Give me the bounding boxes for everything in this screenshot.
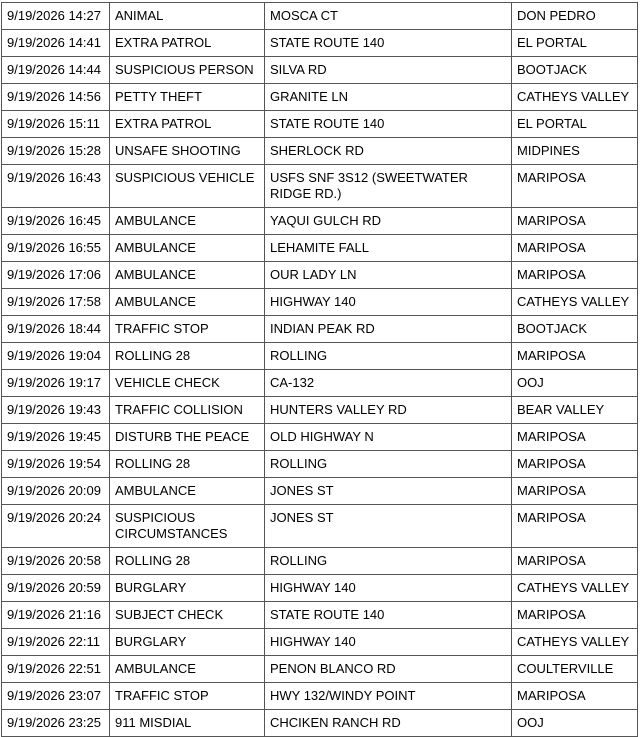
datetime-cell: 9/19/2026 15:11 [2, 111, 110, 138]
table-row [2, 235, 638, 262]
incident-type-cell: SUBJECT CHECK [110, 602, 265, 629]
incident-type-cell: ANIMAL [110, 3, 265, 30]
datetime-cell: 9/19/2026 22:51 [2, 656, 110, 683]
location-cell: GRANITE LN [265, 84, 512, 111]
table-row [2, 478, 638, 505]
incident-type-cell: AMBULANCE [110, 208, 265, 235]
table-row [2, 30, 638, 57]
table-row [2, 370, 638, 397]
incident-type-cell: ROLLING 28 [110, 548, 265, 575]
datetime-cell: 9/19/2026 16:43 [2, 165, 110, 208]
location-cell: USFS SNF 3S12 (SWEETWATER RIDGE RD.) [265, 165, 512, 208]
city-cell: MARIPOSA [512, 235, 638, 262]
city-cell: MARIPOSA [512, 451, 638, 478]
location-cell: JONES ST [265, 505, 512, 548]
incident-type-cell: AMBULANCE [110, 289, 265, 316]
location-cell: ROLLING [265, 548, 512, 575]
incident-type-cell: 911 MISDIAL [110, 710, 265, 737]
location-cell: ROLLING [265, 451, 512, 478]
datetime-cell: 9/19/2026 20:58 [2, 548, 110, 575]
location-cell: OUR LADY LN [265, 262, 512, 289]
location-cell: LEHAMITE FALL [265, 235, 512, 262]
location-cell: SILVA RD [265, 57, 512, 84]
datetime-cell: 9/19/2026 20:59 [2, 575, 110, 602]
table-row [2, 262, 638, 289]
table-row [2, 316, 638, 343]
incident-type-cell: AMBULANCE [110, 656, 265, 683]
city-cell: MARIPOSA [512, 478, 638, 505]
table-row [2, 424, 638, 451]
incident-type-cell: AMBULANCE [110, 235, 265, 262]
incident-type-cell: SUSPICIOUS VEHICLE [110, 165, 265, 208]
datetime-cell: 9/19/2026 19:54 [2, 451, 110, 478]
city-cell: CATHEYS VALLEY [512, 629, 638, 656]
incident-log-table [1, 2, 638, 737]
table-row [2, 3, 638, 30]
incident-type-cell: ROLLING 28 [110, 451, 265, 478]
datetime-cell: 9/19/2026 17:58 [2, 289, 110, 316]
location-cell: YAQUI GULCH RD [265, 208, 512, 235]
city-cell: COULTERVILLE [512, 656, 638, 683]
location-cell: INDIAN PEAK RD [265, 316, 512, 343]
incident-type-cell: TRAFFIC STOP [110, 683, 265, 710]
datetime-cell: 9/19/2026 19:45 [2, 424, 110, 451]
incident-type-cell: BURGLARY [110, 575, 265, 602]
incident-type-cell: VEHICLE CHECK [110, 370, 265, 397]
city-cell: BOOTJACK [512, 57, 638, 84]
incident-type-cell: AMBULANCE [110, 478, 265, 505]
incident-type-cell: EXTRA PATROL [110, 30, 265, 57]
location-cell: CHCIKEN RANCH RD [265, 710, 512, 737]
incident-type-cell: TRAFFIC STOP [110, 316, 265, 343]
table-row [2, 575, 638, 602]
table-row [2, 548, 638, 575]
datetime-cell: 9/19/2026 19:04 [2, 343, 110, 370]
location-cell: HIGHWAY 140 [265, 629, 512, 656]
city-cell: MARIPOSA [512, 165, 638, 208]
location-cell: HUNTERS VALLEY RD [265, 397, 512, 424]
table-row [2, 208, 638, 235]
incident-log-body [2, 3, 638, 737]
location-cell: STATE ROUTE 140 [265, 602, 512, 629]
datetime-cell: 9/19/2026 15:28 [2, 138, 110, 165]
location-cell: PENON BLANCO RD [265, 656, 512, 683]
city-cell: CATHEYS VALLEY [512, 289, 638, 316]
city-cell: EL PORTAL [512, 111, 638, 138]
city-cell: MIDPINES [512, 138, 638, 165]
city-cell: CATHEYS VALLEY [512, 575, 638, 602]
location-cell: SHERLOCK RD [265, 138, 512, 165]
datetime-cell: 9/19/2026 21:16 [2, 602, 110, 629]
incident-type-cell: SUSPICIOUS PERSON [110, 57, 265, 84]
incident-type-cell: ROLLING 28 [110, 343, 265, 370]
datetime-cell: 9/19/2026 19:17 [2, 370, 110, 397]
location-cell: HIGHWAY 140 [265, 575, 512, 602]
table-row [2, 710, 638, 737]
city-cell: BOOTJACK [512, 316, 638, 343]
city-cell: DON PEDRO [512, 3, 638, 30]
datetime-cell: 9/19/2026 16:45 [2, 208, 110, 235]
datetime-cell: 9/19/2026 14:41 [2, 30, 110, 57]
city-cell: MARIPOSA [512, 602, 638, 629]
city-cell: MARIPOSA [512, 208, 638, 235]
city-cell: MARIPOSA [512, 424, 638, 451]
table-row [2, 602, 638, 629]
location-cell: HWY 132/WINDY POINT [265, 683, 512, 710]
datetime-cell: 9/19/2026 23:25 [2, 710, 110, 737]
city-cell: MARIPOSA [512, 343, 638, 370]
datetime-cell: 9/19/2026 17:06 [2, 262, 110, 289]
datetime-cell: 9/19/2026 22:11 [2, 629, 110, 656]
datetime-cell: 9/19/2026 14:56 [2, 84, 110, 111]
datetime-cell: 9/19/2026 14:27 [2, 3, 110, 30]
city-cell: MARIPOSA [512, 505, 638, 548]
table-row [2, 629, 638, 656]
incident-type-cell: EXTRA PATROL [110, 111, 265, 138]
table-row [2, 683, 638, 710]
table-row [2, 656, 638, 683]
location-cell: JONES ST [265, 478, 512, 505]
location-cell: MOSCA CT [265, 3, 512, 30]
incident-type-cell: UNSAFE SHOOTING [110, 138, 265, 165]
table-row [2, 343, 638, 370]
incident-type-cell: BURGLARY [110, 629, 265, 656]
table-row [2, 138, 638, 165]
datetime-cell: 9/19/2026 20:24 [2, 505, 110, 548]
city-cell: CATHEYS VALLEY [512, 84, 638, 111]
city-cell: MARIPOSA [512, 683, 638, 710]
table-row [2, 165, 638, 208]
datetime-cell: 9/19/2026 23:07 [2, 683, 110, 710]
location-cell: CA-132 [265, 370, 512, 397]
incident-type-cell: PETTY THEFT [110, 84, 265, 111]
location-cell: STATE ROUTE 140 [265, 111, 512, 138]
table-row [2, 289, 638, 316]
city-cell: OOJ [512, 710, 638, 737]
datetime-cell: 9/19/2026 20:09 [2, 478, 110, 505]
incident-type-cell: DISTURB THE PEACE [110, 424, 265, 451]
location-cell: HIGHWAY 140 [265, 289, 512, 316]
table-row [2, 111, 638, 138]
datetime-cell: 9/19/2026 16:55 [2, 235, 110, 262]
location-cell: OLD HIGHWAY N [265, 424, 512, 451]
datetime-cell: 9/19/2026 14:44 [2, 57, 110, 84]
location-cell: ROLLING [265, 343, 512, 370]
incident-type-cell: AMBULANCE [110, 262, 265, 289]
table-row [2, 451, 638, 478]
city-cell: OOJ [512, 370, 638, 397]
city-cell: EL PORTAL [512, 30, 638, 57]
table-row [2, 57, 638, 84]
datetime-cell: 9/19/2026 19:43 [2, 397, 110, 424]
city-cell: MARIPOSA [512, 548, 638, 575]
incident-type-cell: SUSPICIOUS CIRCUMSTANCES [110, 505, 265, 548]
city-cell: BEAR VALLEY [512, 397, 638, 424]
incident-type-cell: TRAFFIC COLLISION [110, 397, 265, 424]
table-row [2, 84, 638, 111]
table-row [2, 505, 638, 548]
datetime-cell: 9/19/2026 18:44 [2, 316, 110, 343]
location-cell: STATE ROUTE 140 [265, 30, 512, 57]
city-cell: MARIPOSA [512, 262, 638, 289]
table-row [2, 397, 638, 424]
